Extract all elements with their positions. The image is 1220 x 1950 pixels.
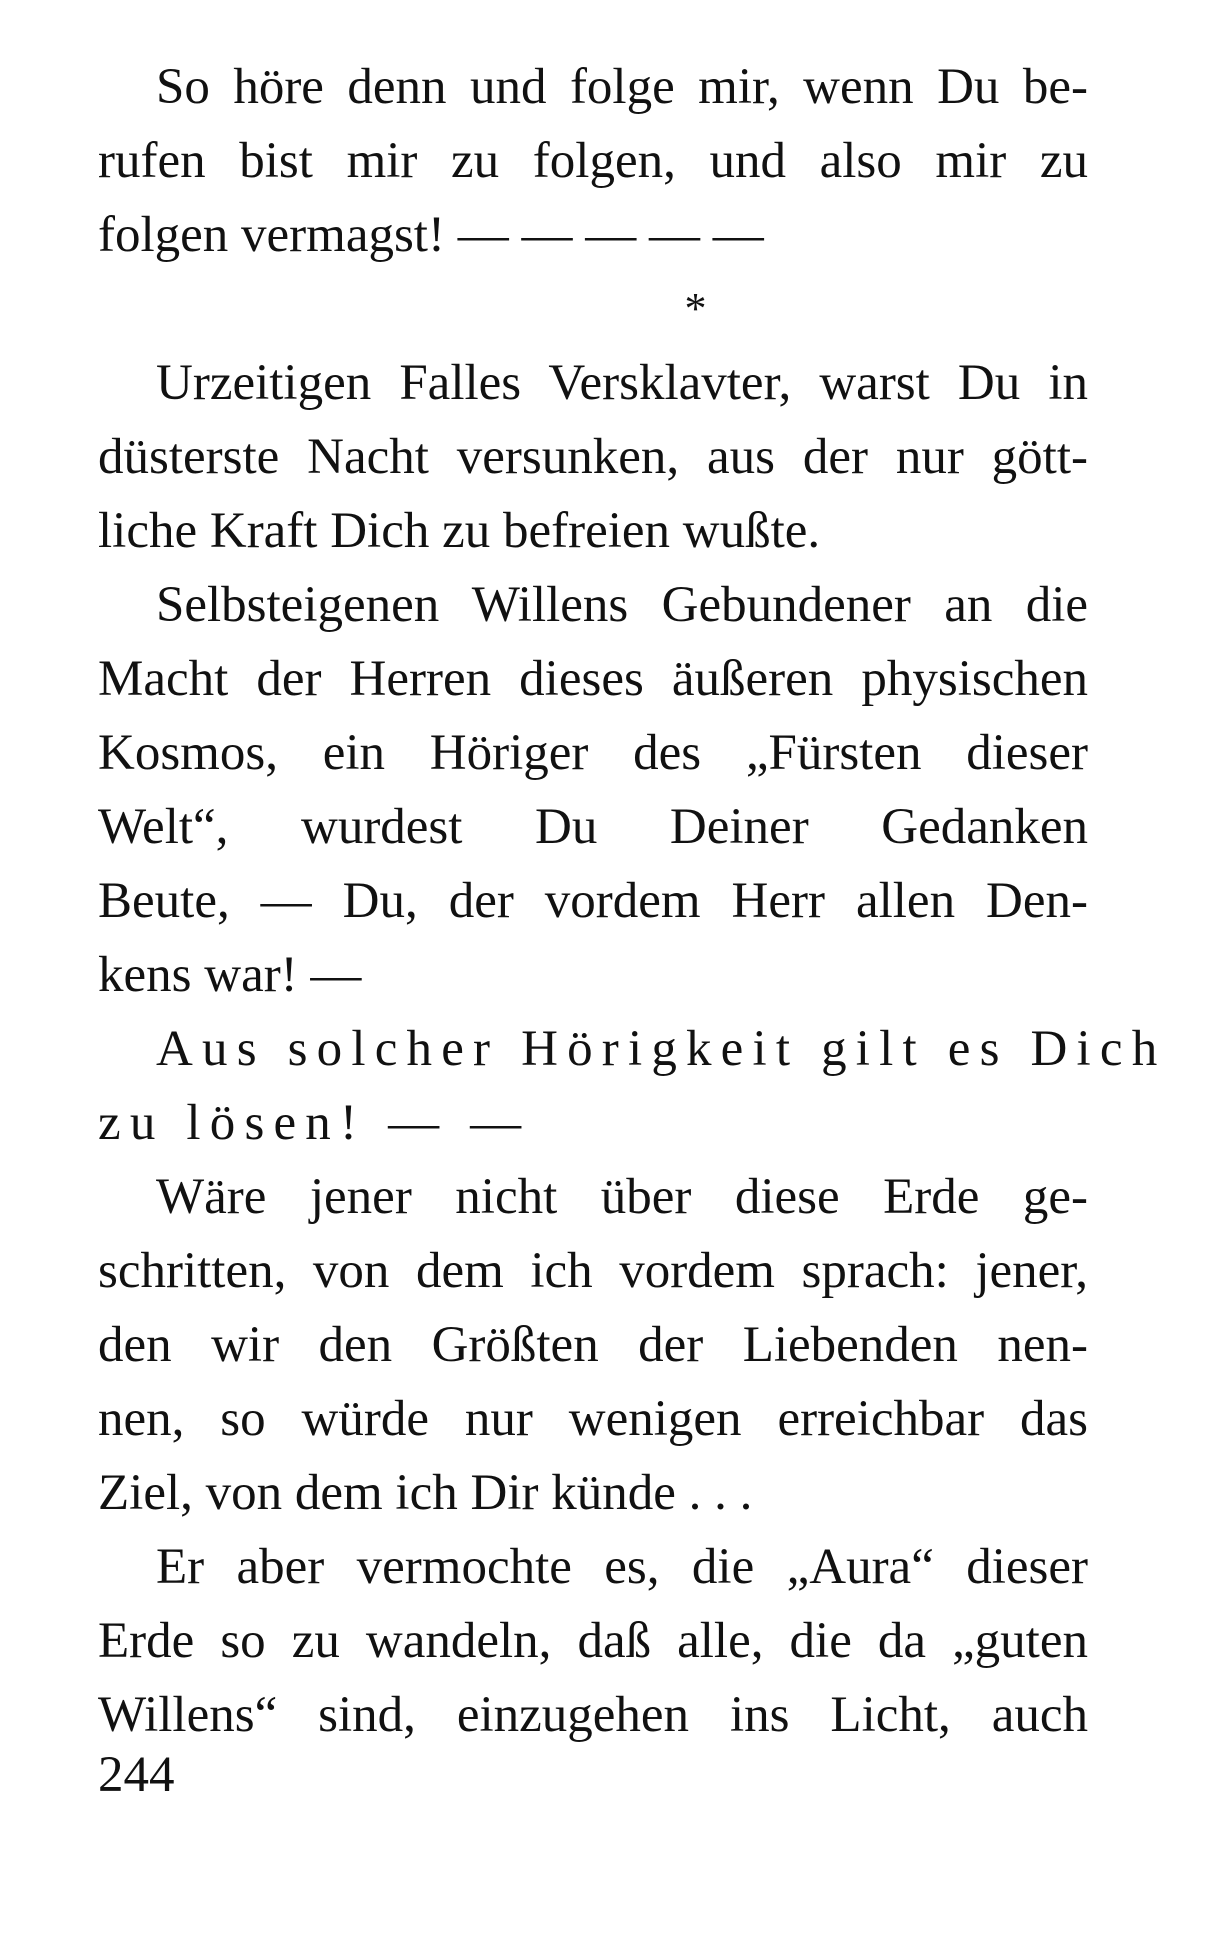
- text-line: Urzeitigen Falles Versklavter, warst Du in: [156, 355, 1088, 411]
- text-line: Er aber vermochte es, die „Aura“ dieser: [156, 1539, 1088, 1595]
- section-separator-asterisk: *: [684, 284, 707, 333]
- text-line: Erde so zu wandeln, daß alle, die da „guten: [98, 1613, 1088, 1669]
- page-number: 244: [98, 1747, 175, 1803]
- text-line: Kosmos, ein Höriger des „Fürsten dieser: [98, 725, 1088, 781]
- text-line: rufen bist mir zu folgen, und also mir zu: [98, 133, 1088, 189]
- text-line: Selbsteigenen Willens Gebundener an die: [156, 577, 1088, 633]
- text-line: So höre denn und folge mir, wenn Du be-: [156, 59, 1088, 115]
- text-line: Macht der Herren dieses äußeren physischen: [98, 651, 1088, 707]
- text-line: Beute, — Du, der vordem Herr allen Den-: [98, 873, 1088, 929]
- text-line: zu lösen! — —: [98, 1095, 531, 1151]
- text-line: düsterste Nacht versunken, aus der nur gött-: [98, 429, 1088, 485]
- text-line: den wir den Größten der Liebenden nen-: [98, 1317, 1088, 1373]
- text-line: folgen vermagst! — — — — —: [98, 207, 764, 263]
- text-line: Welt“, wurdest Du Deiner Gedanken: [98, 799, 1088, 855]
- text-line: schritten, von dem ich vordem sprach: jener,: [98, 1243, 1088, 1299]
- text-line: liche Kraft Dich zu befreien wußte.: [98, 503, 821, 559]
- text-line: nen, so würde nur wenigen erreichbar das: [98, 1391, 1088, 1447]
- text-line: Willens“ sind, einzugehen ins Licht, auch: [98, 1687, 1088, 1743]
- text-line: kens war! —: [98, 947, 362, 1003]
- text-line: Aus solcher Hörigkeit gilt es Dich: [156, 1021, 1167, 1077]
- text-line: Ziel, von dem ich Dir künde . . .: [98, 1465, 753, 1521]
- body-text: [98, 50, 1167, 1752]
- text-line: Wäre jener nicht über diese Erde ge-: [156, 1169, 1088, 1225]
